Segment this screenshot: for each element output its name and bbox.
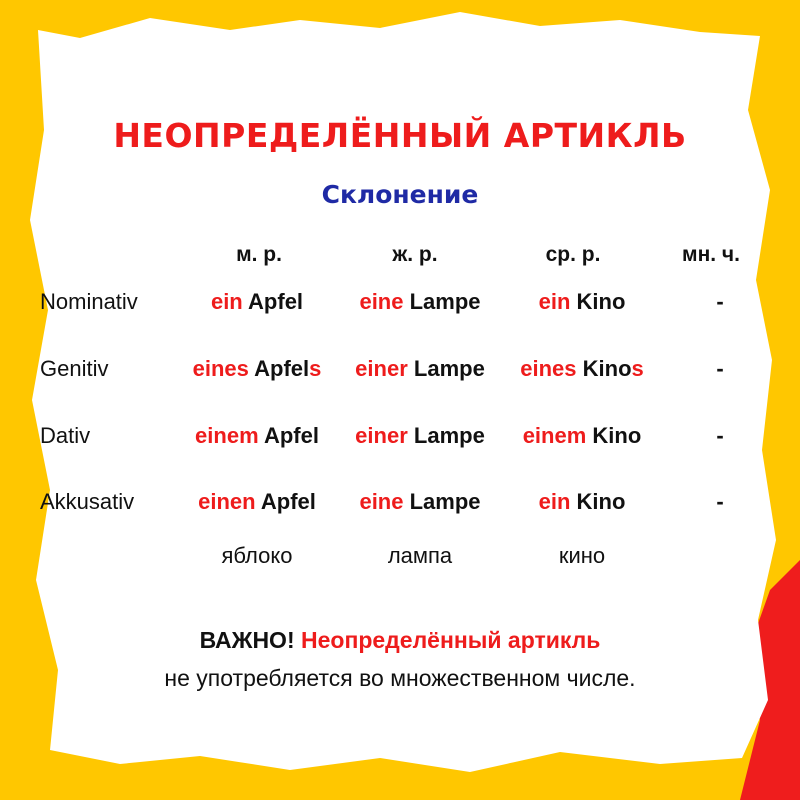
cell-masculine bbox=[172, 489, 342, 515]
cell-neuter bbox=[497, 356, 667, 382]
article: eines bbox=[192, 356, 249, 381]
noun: Kino bbox=[592, 423, 642, 448]
cell-masculine bbox=[172, 289, 342, 315]
subtitle: Склонение bbox=[321, 180, 479, 209]
noun: Kino bbox=[582, 356, 632, 381]
case-label: Nominativ bbox=[40, 289, 138, 314]
article: eine bbox=[359, 489, 404, 514]
translation-neuter: кино bbox=[558, 543, 606, 568]
noun: Lampe bbox=[409, 289, 481, 314]
header-plural: мн. ч. bbox=[682, 243, 740, 266]
article: eines bbox=[520, 356, 577, 381]
note-text: не употребляется во множественном числе. bbox=[164, 665, 636, 691]
cell-masculine bbox=[172, 356, 342, 382]
header-masculine: м. р. bbox=[236, 243, 282, 266]
ending: s bbox=[309, 356, 322, 381]
cell-plural: - bbox=[716, 356, 724, 381]
noun: Kino bbox=[576, 489, 626, 514]
article: einen bbox=[198, 489, 256, 514]
noun: Lampe bbox=[409, 489, 481, 514]
header-neuter: ср. р. bbox=[545, 243, 601, 266]
noun: Lampe bbox=[413, 423, 485, 448]
cell-feminine bbox=[335, 289, 505, 315]
case-label: Genitiv bbox=[40, 356, 109, 381]
case-label: Akkusativ bbox=[40, 489, 135, 514]
noun: Lampe bbox=[413, 356, 485, 381]
ending: s bbox=[631, 356, 644, 381]
article: ein bbox=[538, 289, 571, 314]
case-label: Dativ bbox=[40, 423, 91, 448]
cell-plural: - bbox=[716, 489, 724, 514]
cell-masculine bbox=[172, 423, 342, 449]
cell-plural: - bbox=[716, 423, 724, 448]
note-label: ВАЖНО! bbox=[199, 627, 295, 653]
article: ein bbox=[210, 289, 243, 314]
article: eine bbox=[359, 289, 404, 314]
cell-neuter bbox=[497, 289, 667, 315]
cell-neuter bbox=[497, 423, 667, 449]
article: einem bbox=[522, 423, 587, 448]
important-note bbox=[0, 627, 800, 654]
article: einer bbox=[355, 356, 408, 381]
cell-feminine bbox=[335, 489, 505, 515]
header-feminine: ж. р. bbox=[392, 243, 438, 266]
translation-feminine: лампа bbox=[387, 543, 453, 568]
cell-neuter bbox=[497, 489, 667, 515]
article: ein bbox=[538, 489, 571, 514]
noun: Apfel bbox=[248, 289, 304, 314]
noun: Apfel bbox=[254, 356, 310, 381]
note-highlight: Неопределённый артикль bbox=[301, 627, 601, 653]
page-title: НЕОПРЕДЕЛЁННЫЙ АРТИКЛЬ bbox=[113, 116, 687, 155]
cell-plural: - bbox=[716, 289, 724, 314]
article: einem bbox=[195, 423, 259, 448]
cell-feminine bbox=[335, 356, 505, 382]
noun: Apfel bbox=[263, 423, 319, 448]
translation-masculine: яблоко bbox=[221, 543, 293, 568]
article: einer bbox=[355, 423, 408, 448]
noun: Apfel bbox=[260, 489, 316, 514]
noun: Kino bbox=[576, 289, 626, 314]
cell-feminine bbox=[335, 423, 505, 449]
